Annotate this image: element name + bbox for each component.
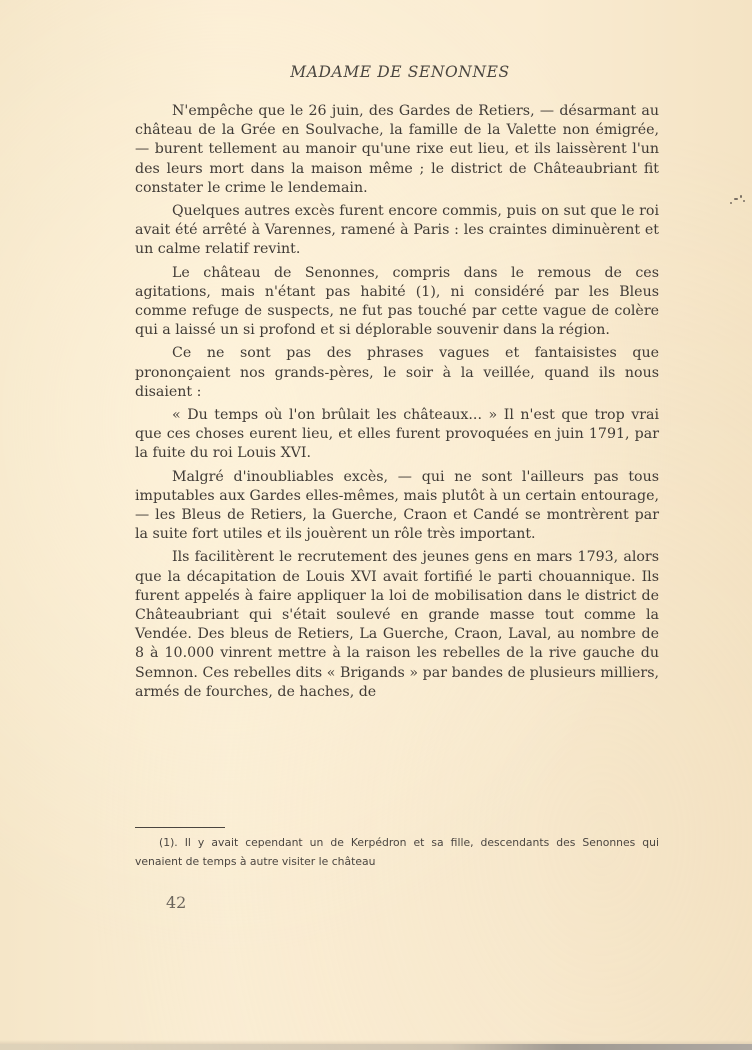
running-title: MADAME DE SENONNES [290, 63, 510, 81]
paragraph: N'empêche que le 26 juin, des Gardes de Retiers, — désarmant au château de la Grée en Soulvache, la famille de la Valette non émigrée, — burent tellement au manoir qu'une rixe eut lieu, et ils laissèrent l'un des leurs mort dans la maison même ; le district de Châteaubriant fit constater le crime le lendemain. [135, 103, 659, 196]
body-text [135, 102, 659, 702]
paragraph: Malgré d'inoubliables excès, — qui ne sont l'ailleurs pas tous imputables aux Gardes elles-mêmes, mais plutôt à un certain entourage, — les Bleus de Retiers, la Guerche, Craon et Candé se montrèrent par la suite fort utiles et ils jouèrent un rôle très important. [135, 468, 659, 543]
paragraph: Ce ne sont pas des phrases vagues et fantaisistes que prononçaient nos grands-pères, le soir à la veillée, quand ils nous disaient : [135, 345, 659, 400]
page-number: 42 [166, 893, 187, 912]
paragraph: « Du temps où l'on brûlait les châteaux... » Il n'est que trop vrai que ces choses eurent lieu, et elles furent provoquées en juin 1791, par la fuite du roi Louis XVI. [135, 407, 659, 462]
footnote-rule [135, 827, 225, 828]
paragraph: Quelques autres excès furent encore commis, puis on sut que le roi avait été arrêté à Varennes, ramené à Paris : les craintes diminuèrent et un calme relatif revint. [135, 203, 659, 258]
speck [730, 202, 732, 204]
speck [740, 195, 742, 198]
margin-specks [730, 192, 750, 208]
paragraph: Le château de Senonnes, compris dans le remous de ces agitations, mais n'étant pas habité (1), ni considéré par les Bleus comme refuge de suspects, ne fut pas touché par cette vague de colère qui a laissé un si profond et si déplorable souvenir dans la région. [135, 264, 659, 339]
footnote: (1). Il y avait cependant un de Kerpédron et sa fille, descendants des Senonnes qui venaient de temps à autre visiter le château [135, 836, 659, 868]
paragraph: Ils facilitèrent le recrutement des jeunes gens en mars 1793, alors que la décapitation de Louis XVI avait fortifié le parti chouannique. Ils furent appelés à faire appliquer la loi de mobilisation dans le district de Châteaubriant qui s'était soulevé en grande masse tout comme la Vendée. Des bleus de Retiers, La Guerche, Craon, Laval, au nombre de 8 à 10.000 vinrent mettre à la raison les rebelles de la rive gauche du Semnon. Ces rebelles dits « Brigands » par bandes de plusieurs milliers, armés de fourches, de haches, de [135, 549, 659, 700]
speck [743, 200, 745, 202]
speck [734, 198, 738, 200]
page-bottom-edge [0, 1044, 752, 1050]
